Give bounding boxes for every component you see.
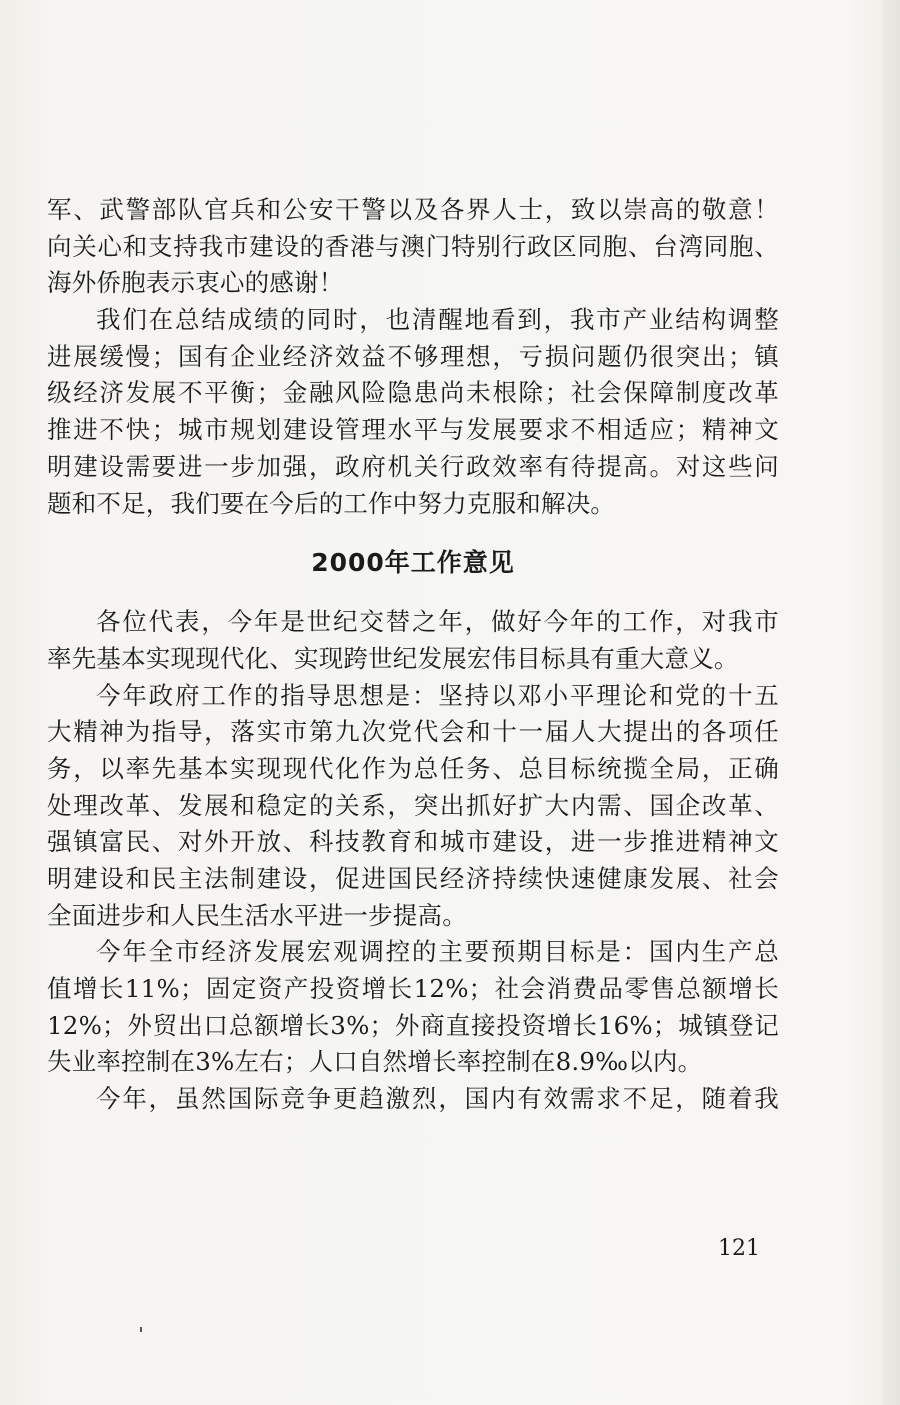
paragraphs-before-heading — [47, 192, 779, 522]
page-edge-shadow — [882, 0, 900, 1405]
paragraph — [47, 1081, 779, 1118]
text-line: 值增长11%；固定资产投资增长12%；社会消费品零售总额增长 — [47, 974, 779, 1004]
text-line: 强镇富民、对外开放、科技教育和城市建设，进一步推进精神文 — [47, 827, 779, 857]
paragraph — [47, 604, 779, 677]
text-line: 今年全市经济发展宏观调控的主要预期目标是：国内生产总 — [96, 937, 779, 967]
scan-speck — [140, 1327, 142, 1332]
text-line: 海外侨胞表示衷心的感谢！ — [47, 268, 344, 298]
text-line: 全面进步和人民生活水平进一步提高。 — [47, 900, 467, 930]
text-line: 各位代表，今年是世纪交替之年，做好今年的工作，对我市 — [96, 607, 779, 637]
text-line: 向关心和支持我市建设的香港与澳门特别行政区同胞、台湾同胞、 — [47, 231, 779, 261]
text-line: 处理改革、发展和稳定的关系，突出抓好扩大内需、国企改革、 — [47, 790, 779, 820]
text-line: 推进不快；城市规划建设管理水平与发展要求不相适应；精神文 — [47, 415, 779, 445]
page-number: 121 — [718, 1236, 760, 1261]
paragraph — [47, 302, 779, 522]
text-line: 进展缓慢；国有企业经济效益不够理想，亏损问题仍很突出；镇 — [47, 341, 779, 371]
text-line: 题和不足，我们要在今后的工作中努力克服和解决。 — [47, 488, 616, 518]
text-line: 明建设需要进一步加强，政府机关行政效率有待提高。对这些问 — [47, 451, 779, 481]
text-line: 级经济发展不平衡；金融风险隐患尚未根除；社会保障制度改革 — [47, 378, 779, 408]
section-heading: 2000年工作意见 — [311, 548, 515, 578]
text-line: 明建设和民主法制建设，促进国民经济持续快速健康发展、社会 — [47, 864, 779, 893]
text-line: 今年，虽然国际竞争更趋激烈，国内有效需求不足，随着我 — [96, 1084, 779, 1114]
body-text — [47, 192, 779, 1118]
text-line: 失业率控制在3%左右；人口自然增长率控制在8.9‰以内。 — [47, 1047, 703, 1077]
text-line: 12%；外贸出口总额增长3%；外商直接投资增长16%；城镇登记 — [47, 1010, 779, 1040]
paragraph — [47, 678, 779, 935]
text-line: 我们在总结成绩的同时，也清醒地看到，我市产业结构调整 — [96, 305, 779, 335]
text-line: 率先基本实现现代化、实现跨世纪发展宏伟目标具有重大意义。 — [47, 643, 739, 673]
text-line: 务，以率先基本实现现代化作为总任务、总目标统揽全局，正确 — [47, 753, 779, 783]
paragraph — [47, 192, 779, 302]
text-line: 今年政府工作的指导思想是：坚持以邓小平理论和党的十五 — [96, 680, 779, 710]
paragraph — [47, 934, 779, 1081]
text-line: 军、武警部队官兵和公安干警以及各界人士，致以崇高的敬意！ — [47, 195, 779, 224]
text-line: 大精神为指导，落实市第九次党代会和十一届人大提出的各项任 — [47, 717, 779, 747]
paragraphs-after-heading — [47, 604, 779, 1118]
